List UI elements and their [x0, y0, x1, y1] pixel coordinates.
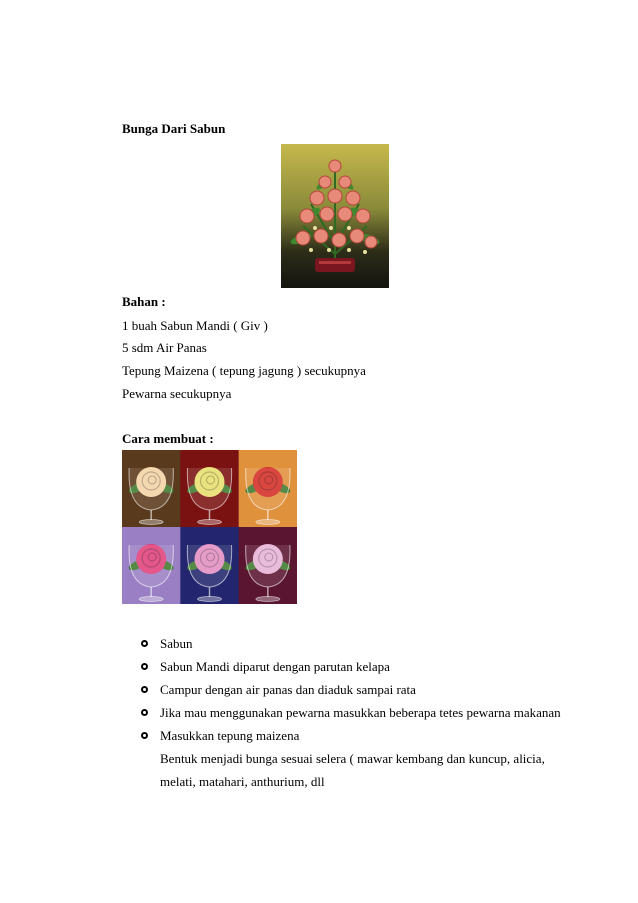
step-text: Masukkan tepung maizena [160, 728, 300, 743]
bullet-icon [141, 686, 148, 693]
document-title: Bunga Dari Sabun [122, 121, 226, 136]
bahan-item: Pewarna secukupnya [122, 386, 232, 401]
list-item [140, 632, 580, 655]
collage-cell [180, 450, 239, 528]
list-item [140, 655, 580, 678]
bullet-icon [141, 640, 148, 647]
step-text: Jika mau menggunakan pewarna masukkan beberapa tetes pewarna makanan [160, 705, 561, 720]
list-item [140, 701, 580, 724]
list-item [140, 724, 580, 793]
soap-flower-arrangement-image [281, 144, 389, 288]
collage-cell [239, 450, 297, 528]
bullet-icon [141, 732, 148, 739]
bullet-icon [141, 709, 148, 716]
rose-glass-collage-image [122, 450, 297, 604]
bahan-item: 5 sdm Air Panas [122, 340, 207, 355]
bullet-icon [141, 663, 148, 670]
cara-heading: Cara membuat : [122, 431, 214, 446]
collage-cell [180, 527, 239, 604]
collage-cell [122, 450, 181, 528]
step-text: Sabun [160, 636, 193, 651]
bahan-item: 1 buah Sabun Mandi ( Giv ) [122, 318, 268, 333]
collage-cell [122, 527, 181, 604]
step-text: Sabun Mandi diparut dengan parutan kelapa [160, 659, 390, 674]
step-text: Campur dengan air panas dan diaduk sampai rata [160, 682, 416, 697]
steps-list [140, 632, 580, 793]
bahan-item: Tepung Maizena ( tepung jagung ) secukupnya [122, 363, 366, 378]
bahan-heading: Bahan : [122, 294, 166, 309]
list-item [140, 678, 580, 701]
step-extra-text: Bentuk menjadi bunga sesuai selera ( mawar kembang dan kuncup, alicia, melati, matahari, anthurium, dll [160, 751, 545, 789]
collage-cell [239, 527, 297, 604]
